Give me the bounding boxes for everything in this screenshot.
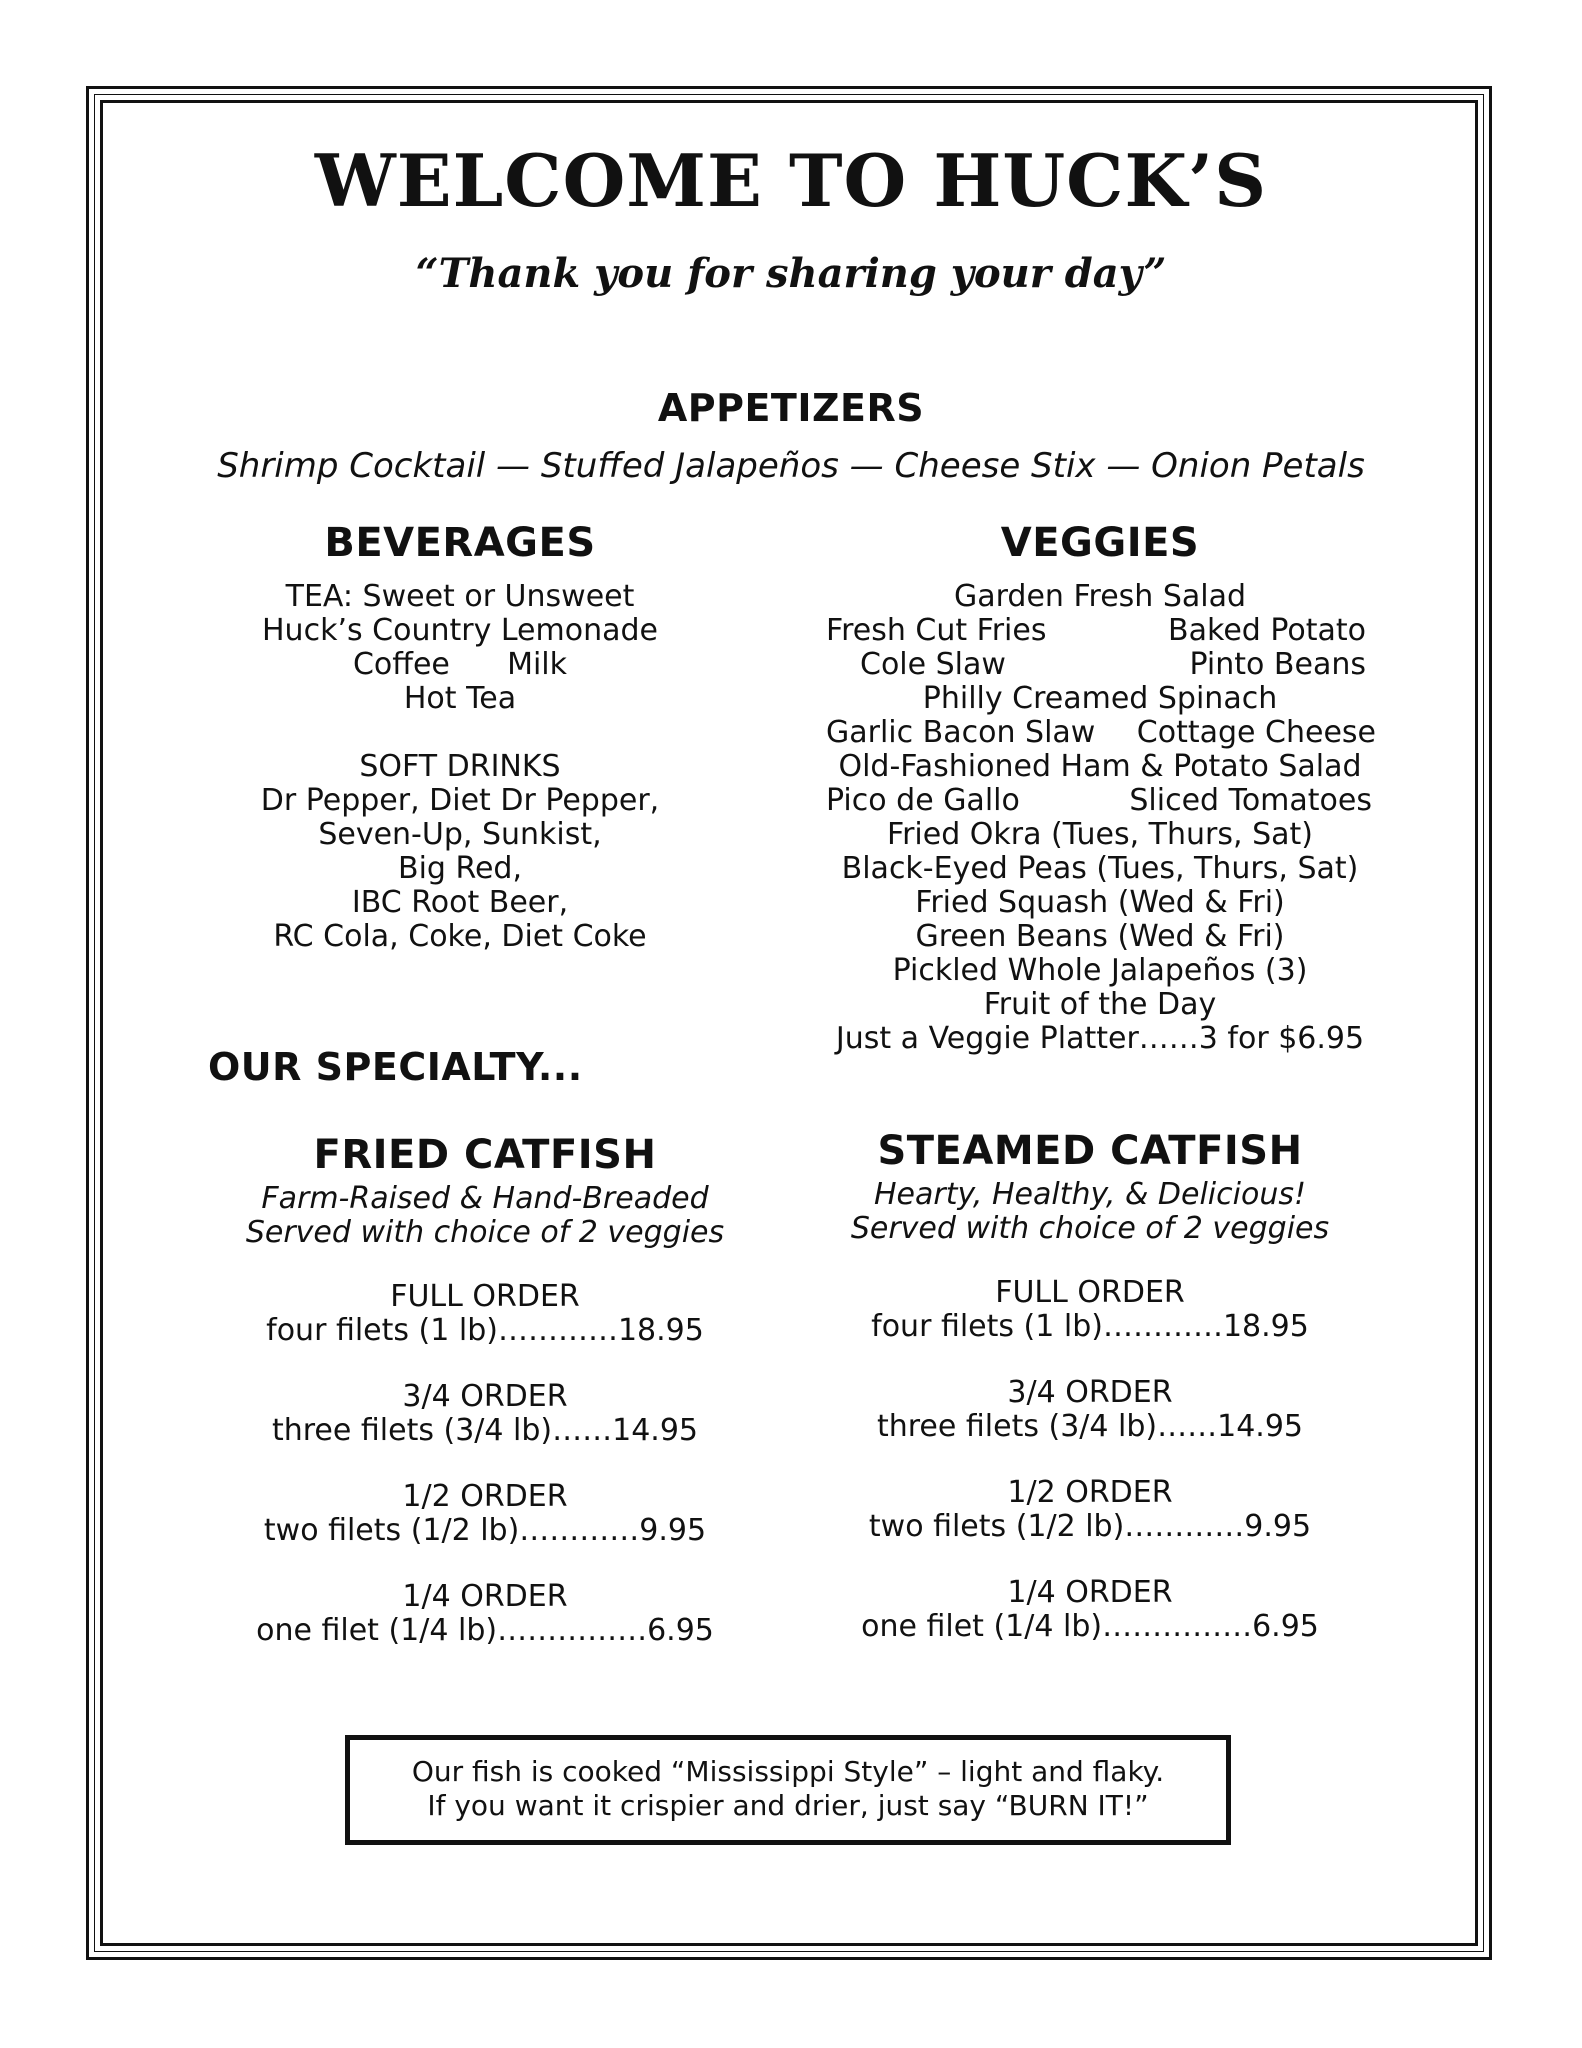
page-title: WELCOME TO HUCK’S [314,138,1268,223]
order-item [840,1476,1340,1544]
note-line: Our fish is cooked “Mississippi Style” – light and flaky. [411,1755,1165,1788]
veggie-item: Cottage Cheese [1136,715,1376,750]
veggie-item: Pico de Gallo [826,783,1020,818]
beverage-item: Hot Tea [403,681,517,716]
beverages-heading: BEVERAGES [324,520,596,566]
tagline: “Thank you for sharing your day” [415,250,1167,297]
order-name: 1/2 ORDER [402,1479,568,1514]
order-item [235,1580,735,1648]
order-name: 3/4 ORDER [402,1379,568,1414]
veggie-item: Philly Creamed Spinach [922,681,1278,716]
specialty-heading: OUR SPECIALTY... [208,1045,583,1089]
order-detail: one filet (1/4 lb)……………6.95 [861,1609,1319,1644]
fried-catfish-description [235,1182,735,1250]
order-item [840,1376,1340,1444]
veggie-item: Baked Potato [1168,613,1366,648]
veggie-platter: Just a Veggie Platter……3 for $6.95 [835,1021,1365,1056]
order-item [840,1576,1340,1644]
order-detail: two filets (1/2 lb)…………9.95 [263,1513,707,1548]
veggie-item: Fruit of the Day [983,987,1217,1022]
note-line: If you want it crispier and drier, just say “BURN IT!” [427,1789,1149,1822]
order-item [235,1480,735,1548]
veggies-list [822,580,1378,1056]
soft-drink-item: Seven-Up, Sunkist, [318,817,602,852]
order-name: FULL ORDER [995,1275,1185,1310]
beverage-item: TEA: Sweet or Unsweet [285,579,635,614]
order-item [235,1380,735,1448]
veggie-item: Green Beans (Wed & Fri) [915,919,1285,954]
order-name: 1/4 ORDER [402,1579,568,1614]
order-detail: one filet (1/4 lb)……………6.95 [256,1613,714,1648]
veggie-item: Garden Fresh Salad [953,579,1247,614]
beverage-item: Coffee Milk [352,647,568,682]
order-detail: four filets (1 lb)…………18.95 [266,1313,704,1348]
fried-catfish-orders [235,1280,735,1680]
order-name: 3/4 ORDER [1007,1375,1173,1410]
fried-desc-line: Served with choice of 2 veggies [245,1215,725,1250]
soft-drink-item: Dr Pepper, Diet Dr Pepper, [260,783,660,818]
veggie-item: Pinto Beans [1189,647,1366,682]
steamed-desc-line: Hearty, Healthy, & Delicious! [873,1177,1306,1212]
soft-drinks-heading: SOFT DRINKS [359,749,561,784]
veggie-item: Old-Fashioned Ham & Potato Salad [838,749,1362,784]
steamed-catfish-description [840,1178,1340,1246]
veggie-item: Sliced Tomatoes [1129,783,1372,818]
beverages-list [210,580,710,954]
veggie-item: Garlic Bacon Slaw [826,715,1096,750]
steamed-catfish-orders [840,1276,1340,1676]
cooking-note-box [345,1735,1231,1845]
steamed-desc-line: Served with choice of 2 veggies [850,1211,1330,1246]
order-detail: three filets (3/4 lb)……14.95 [271,1413,698,1448]
beverage-item: Huck’s Country Lemonade [262,613,658,648]
appetizers-heading: APPETIZERS [657,386,925,430]
order-name: 1/4 ORDER [1007,1575,1173,1610]
order-name: 1/2 ORDER [1007,1475,1173,1510]
soft-drink-item: IBC Root Beer, [351,885,569,920]
veggie-item: Fried Okra (Tues, Thurs, Sat) [887,817,1313,852]
veggie-item: Cole Slaw [860,647,1006,682]
order-detail: three filets (3/4 lb)……14.95 [876,1409,1303,1444]
soft-drink-item: Big Red, [397,851,523,886]
appetizers-items: Shrimp Cocktail — Stuffed Jalapeños — Cheese Stix — Onion Petals [217,446,1365,486]
order-item [840,1276,1340,1344]
order-item [235,1280,735,1348]
fried-desc-line: Farm-Raised & Hand-Breaded [261,1181,709,1216]
order-name: FULL ORDER [390,1279,580,1314]
fried-catfish-heading: FRIED CATFISH [313,1132,657,1178]
veggies-heading: VEGGIES [1000,520,1200,566]
order-detail: two filets (1/2 lb)…………9.95 [868,1509,1312,1544]
order-detail: four filets (1 lb)…………18.95 [871,1309,1309,1344]
veggie-item: Black-Eyed Peas (Tues, Thurs, Sat) [841,851,1359,886]
steamed-catfish-heading: STEAMED CATFISH [877,1128,1303,1174]
veggie-item: Fried Squash (Wed & Fri) [915,885,1285,920]
veggie-item: Pickled Whole Jalapeños (3) [892,953,1308,988]
veggie-item: Fresh Cut Fries [826,613,1047,648]
soft-drink-item: RC Cola, Coke, Diet Coke [273,919,647,954]
